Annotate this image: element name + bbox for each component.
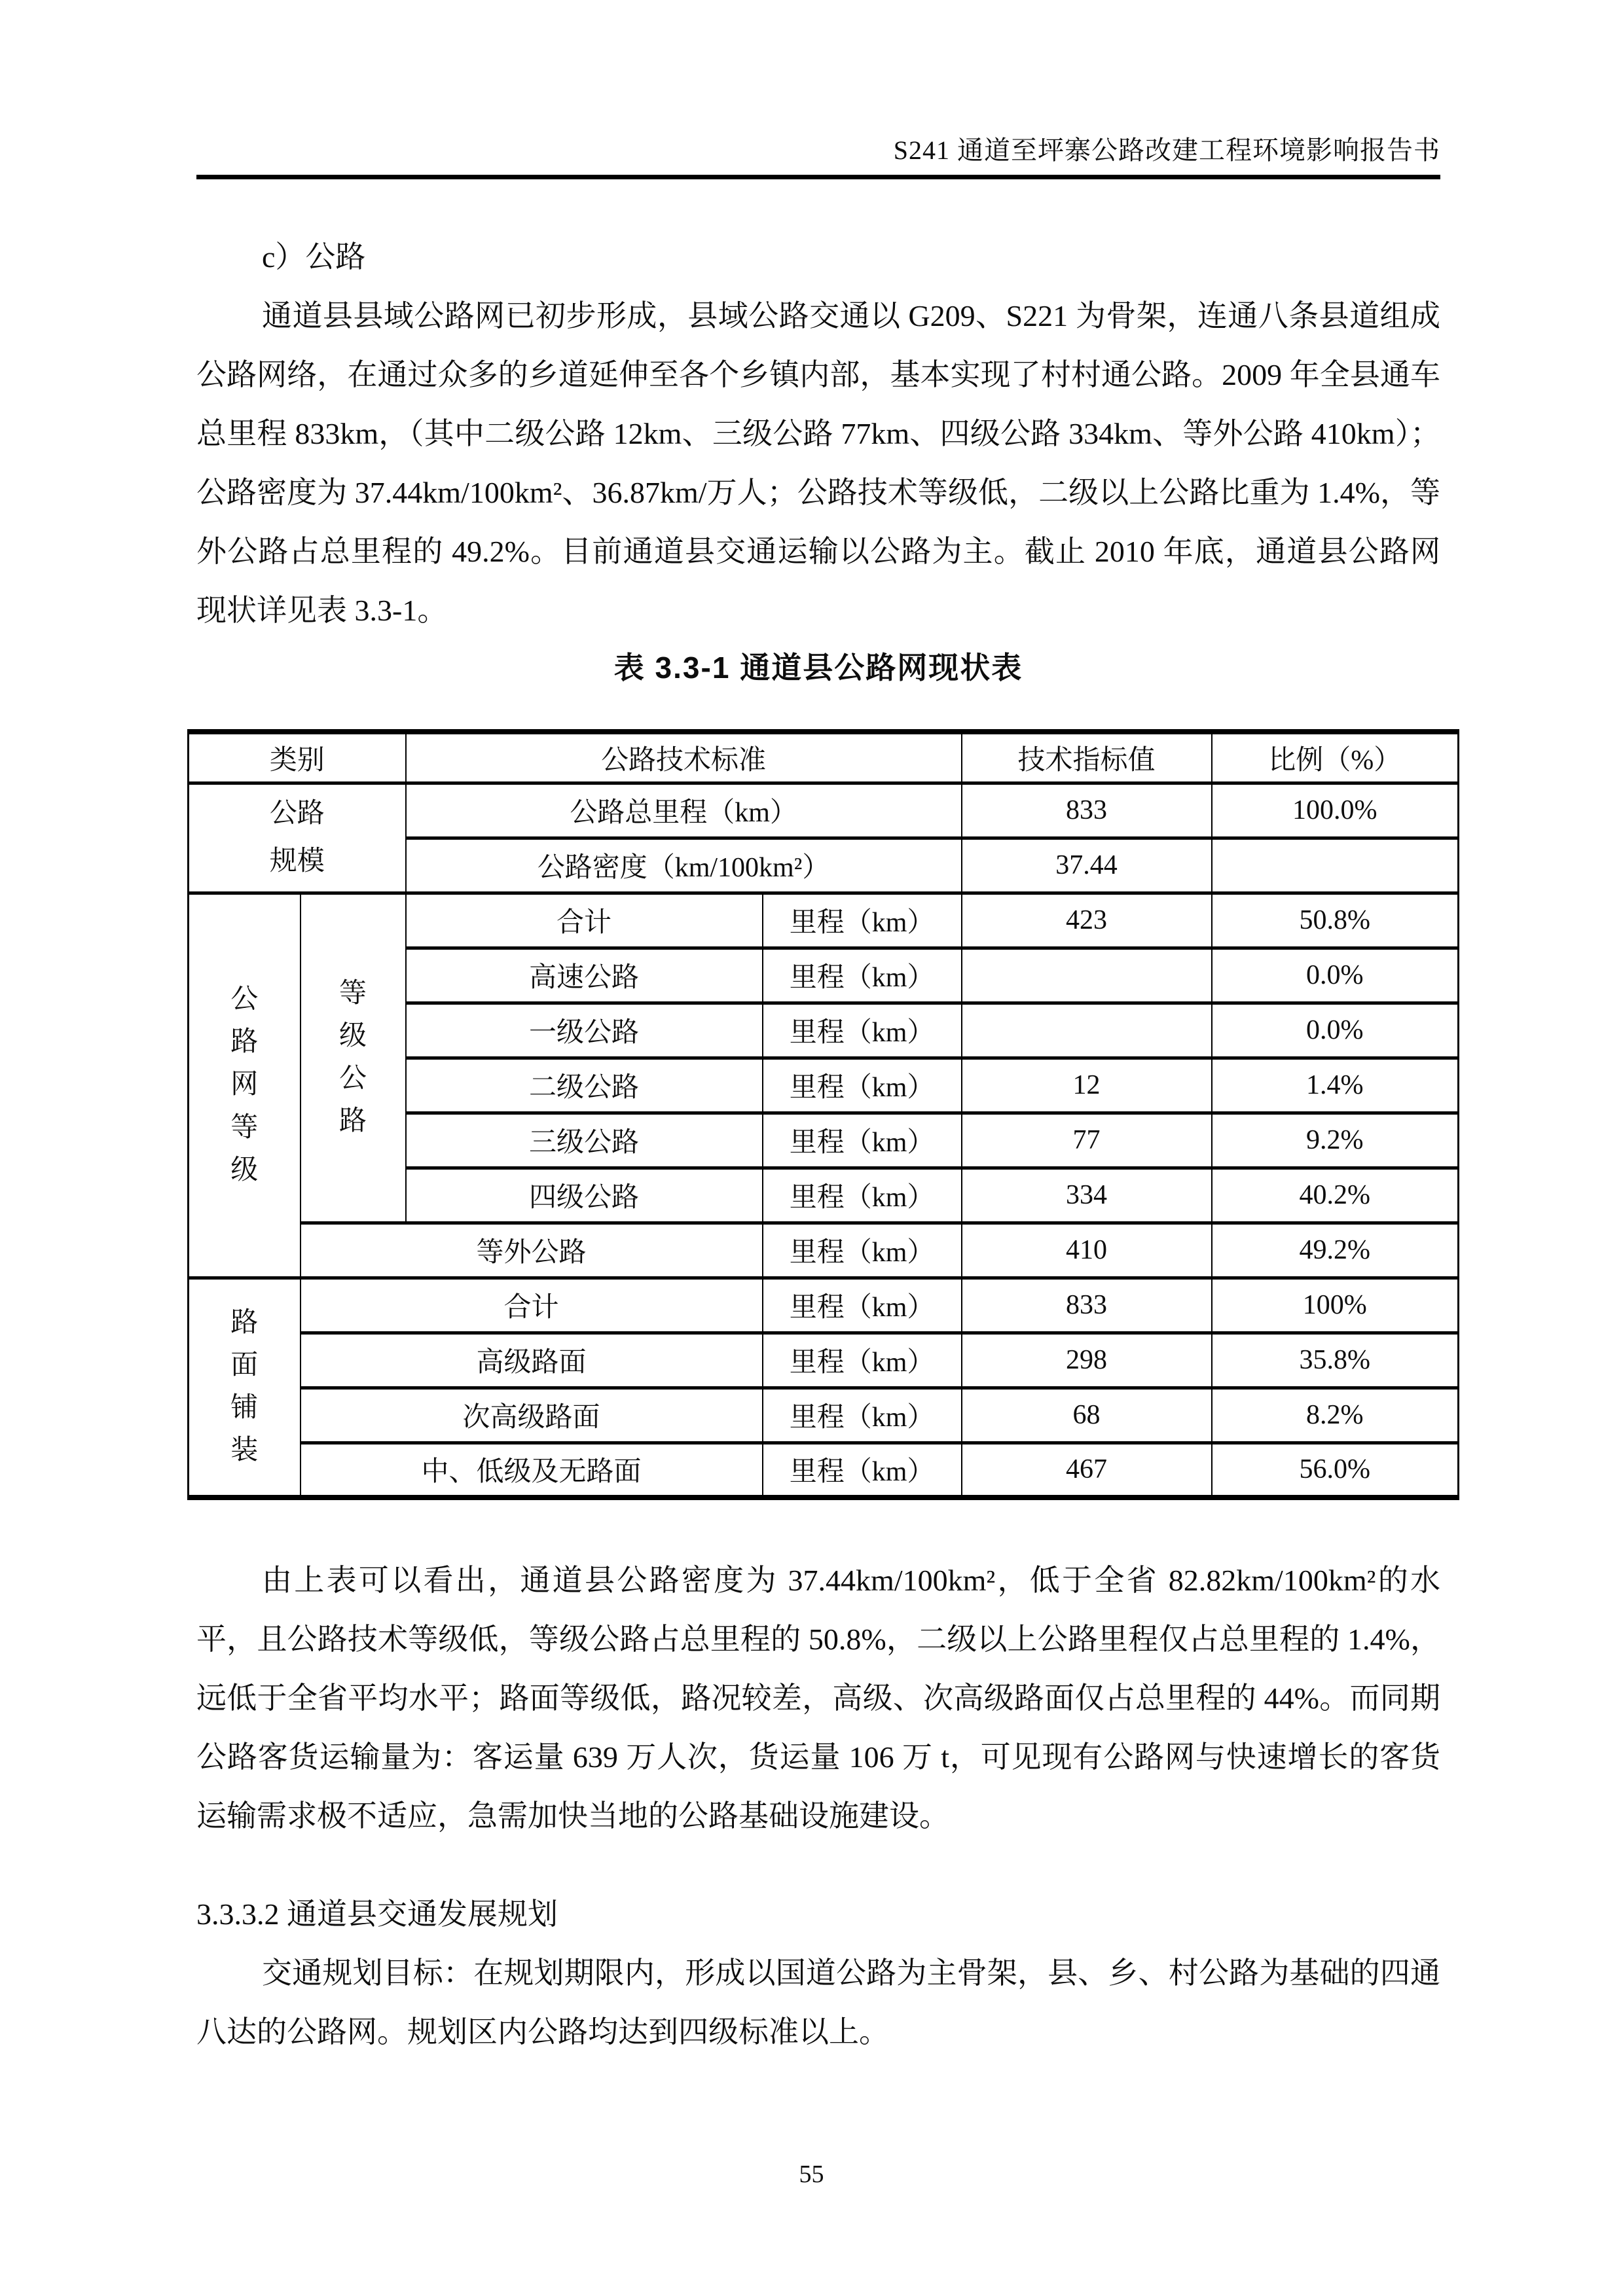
cell-grade-0-ratio: 50.8% <box>1212 893 1459 948</box>
cell-pavement-1-mileage: 里程（km） <box>763 1333 962 1388</box>
cell-grade-2-mileage: 里程（km） <box>763 1003 962 1058</box>
table-row <box>189 1443 1459 1498</box>
cell-grade-5-name: 四级公路 <box>406 1168 763 1223</box>
cell-grade-0-name: 合计 <box>406 893 763 948</box>
cell-grade-2-value <box>962 1003 1212 1058</box>
cell-grade-label <box>189 893 301 1278</box>
cell-pavement-1-name: 高级路面 <box>301 1333 763 1388</box>
cell-outside-mileage: 里程（km） <box>763 1223 962 1278</box>
cell-pavement-2-name: 次高级路面 <box>301 1388 763 1443</box>
table-caption: 表 3.3-1 通道县公路网现状表 <box>613 651 1023 685</box>
th-ratio: 比例（%） <box>1212 732 1459 783</box>
table-row <box>189 1223 1459 1278</box>
table-row <box>189 1333 1459 1388</box>
cell-pavement-3-value: 467 <box>962 1443 1212 1498</box>
page-number: 55 <box>799 2161 824 2188</box>
cell-scale-label <box>189 783 406 893</box>
cell-grade-5-mileage: 里程（km） <box>763 1168 962 1223</box>
cell-grade-sublabel <box>301 893 406 1223</box>
cell-scale-0-ratio: 100.0% <box>1212 783 1459 838</box>
cell-pavement-label <box>189 1278 301 1498</box>
cell-outside-ratio: 49.2% <box>1212 1223 1459 1278</box>
cell-grade-5-ratio: 40.2% <box>1212 1168 1459 1223</box>
cell-pavement-2-ratio: 8.2% <box>1212 1388 1459 1443</box>
cell-scale-1-value: 37.44 <box>962 838 1212 893</box>
cell-pavement-0-ratio: 100% <box>1212 1278 1459 1333</box>
cell-pavement-0-name: 合计 <box>301 1278 763 1333</box>
cell-grade-3-name: 二级公路 <box>406 1058 763 1113</box>
cell-grade-0-value: 423 <box>962 893 1212 948</box>
table-row <box>189 1388 1459 1443</box>
highway-network-table <box>187 729 1459 1500</box>
pavement-label-text: 路面铺装 <box>230 1308 259 1466</box>
cell-outside-value: 410 <box>962 1223 1212 1278</box>
cell-pavement-1-value: 298 <box>962 1333 1212 1388</box>
cell-scale-0-name: 公路总里程（km） <box>406 783 962 838</box>
cell-grade-5-value: 334 <box>962 1168 1212 1223</box>
cell-grade-1-value <box>962 948 1212 1003</box>
table-row <box>189 1278 1459 1333</box>
heading-3332: 3.3.3.2 通道县交通发展规划 <box>196 1897 558 1931</box>
cell-pavement-0-mileage: 里程（km） <box>763 1278 962 1333</box>
cell-grade-1-name: 高速公路 <box>406 948 763 1003</box>
cell-grade-2-name: 一级公路 <box>406 1003 763 1058</box>
cell-pavement-1-ratio: 35.8% <box>1212 1333 1459 1388</box>
cell-grade-1-ratio: 0.0% <box>1212 948 1459 1003</box>
paragraph-plan: 交通规划目标：在规划期限内，形成以国道公路为主骨架，县、乡、村公路为基础的四通八达的公路网。规划区内公路均达到四级标准以上。 <box>196 1956 1440 2049</box>
cell-pavement-2-mileage: 里程（km） <box>763 1388 962 1443</box>
cell-grade-3-ratio: 1.4% <box>1212 1058 1459 1113</box>
grade-sublabel-text: 等级公路 <box>339 978 367 1137</box>
cell-pavement-3-ratio: 56.0% <box>1212 1443 1459 1498</box>
cell-grade-4-ratio: 9.2% <box>1212 1113 1459 1168</box>
cell-scale-1-ratio <box>1212 838 1459 893</box>
cell-outside-name: 等外公路 <box>301 1223 763 1278</box>
table-header-row <box>189 732 1459 783</box>
table-row <box>189 893 1459 948</box>
table-row <box>189 783 1459 838</box>
paragraph-overview: 通道县县域公路网已初步形成，县域公路交通以 G209、S221 为骨架，连通八条县道组成公路网络，在通过众多的乡道延伸至各个乡镇内部，基本实现了村村通公路。2009 年全县通车总里程 833km，（其中二级公路 12km、三级公路 77km、四级公路 334km、等外公路 410km）；公路密度为 37.44km/100km²、36.87km/万人；公路技术等级低，二级以上公路比重为 1.4%，等外公路占总里程的 49.2%。目前通道县交通运输以公路为主。截止 2010 年底，通道县公路网现状详见表 3.3-1。 <box>196 299 1440 627</box>
th-value: 技术指标值 <box>962 732 1212 783</box>
cell-grade-4-value: 77 <box>962 1113 1212 1168</box>
scale-label-text: 公路规模 <box>269 798 325 876</box>
cell-grade-2-ratio: 0.0% <box>1212 1003 1459 1058</box>
cell-pavement-0-value: 833 <box>962 1278 1212 1333</box>
cell-grade-3-mileage: 里程（km） <box>763 1058 962 1113</box>
paragraph-analysis: 由上表可以看出，通道县公路密度为 37.44km/100km²，低于全省 82.82km/100km²的水平，且公路技术等级低，等级公路占总里程的 50.8%，二级以上公路里程仅占总里程的 1.4%，远低于全省平均水平；路面等级低，路况较差，高级、次高级路面仅占总里程的 44%。而同期公路客货运输量为：客运量 639 万人次，货运量 106 万 t，可见现有公路网与快速增长的客货运输需求极不适应，急需加快当地的公路基础设施建设。 <box>196 1564 1440 1833</box>
grade-label-text: 公路网等级 <box>230 984 259 1185</box>
page-header-title: S241 通道至坪寨公路改建工程环境影响报告书 <box>893 135 1440 165</box>
cell-scale-1-name: 公路密度（km/100km²） <box>406 838 962 893</box>
cell-scale-0-value: 833 <box>962 783 1212 838</box>
header-divider <box>196 175 1440 179</box>
cell-grade-0-mileage: 里程（km） <box>763 893 962 948</box>
cell-grade-4-mileage: 里程（km） <box>763 1113 962 1168</box>
th-standard: 公路技术标准 <box>406 732 962 783</box>
heading-c-highway: c）公路 <box>262 240 366 274</box>
cell-pavement-2-value: 68 <box>962 1388 1212 1443</box>
cell-grade-4-name: 三级公路 <box>406 1113 763 1168</box>
cell-grade-3-value: 12 <box>962 1058 1212 1113</box>
cell-pavement-3-mileage: 里程（km） <box>763 1443 962 1498</box>
cell-grade-1-mileage: 里程（km） <box>763 948 962 1003</box>
cell-pavement-3-name: 中、低级及无路面 <box>301 1443 763 1498</box>
th-category: 类别 <box>189 732 406 783</box>
